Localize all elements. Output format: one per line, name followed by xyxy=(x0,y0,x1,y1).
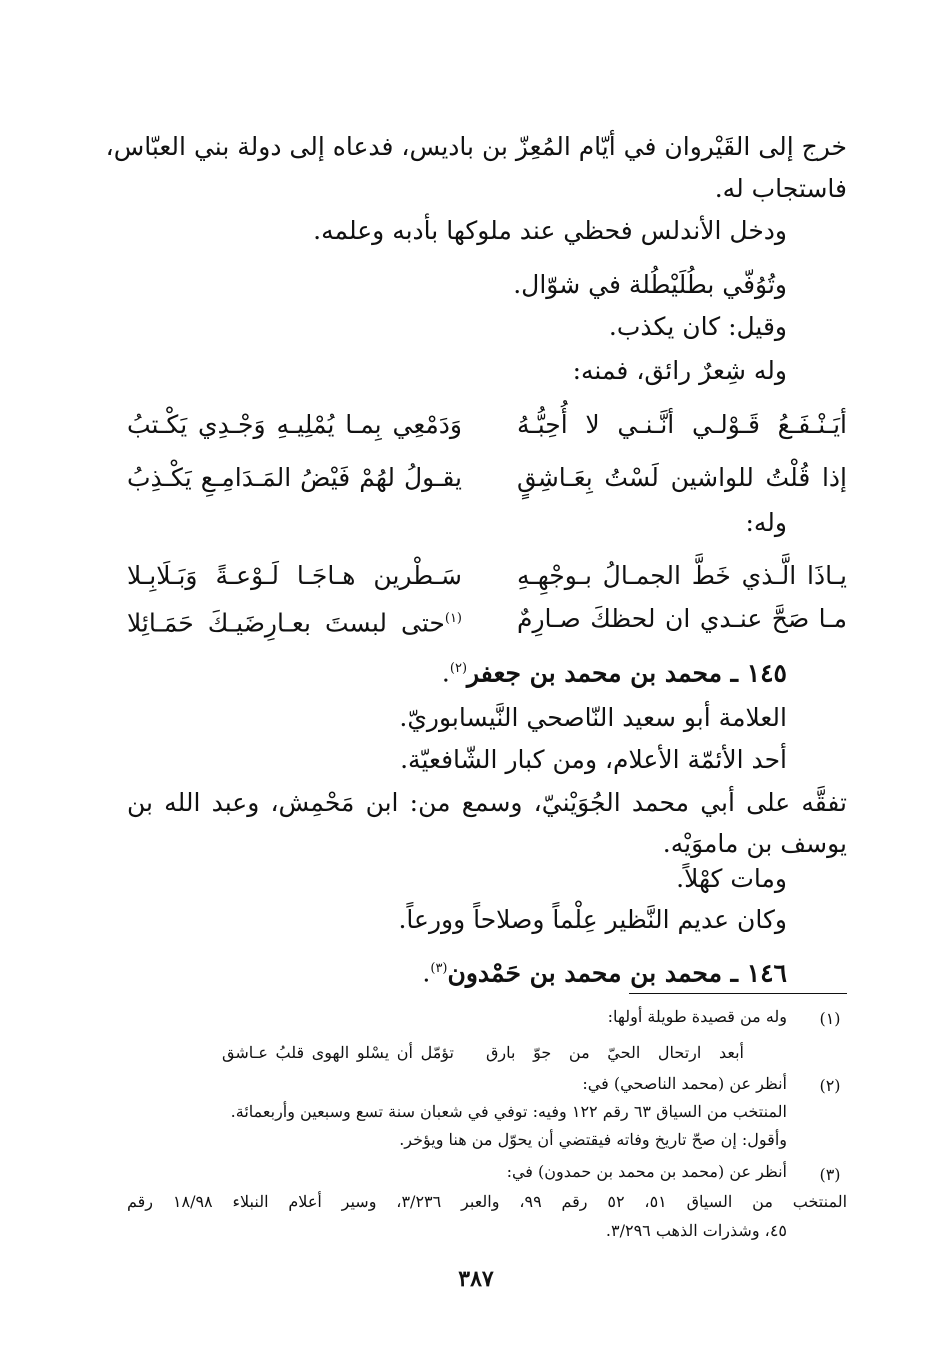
footnote-divider xyxy=(629,993,847,994)
footnote-line: أنظر عن (محمد الناصحي) في: xyxy=(582,1074,787,1093)
footnote-marker: (١) xyxy=(444,611,462,626)
body-line: وقيل: كان يكذب. xyxy=(608,312,787,341)
body-line: خرج إلى القَيْروان في أيّام المُعِزّ بن باديس، فدعاه إلى دولة بني العبّاس، xyxy=(105,132,847,161)
verse-line xyxy=(127,556,847,596)
verse-second-hemistich: يقـولُ لهُمْ فَيْضُ المَـدَامِـعِ يَكْـذِبُ xyxy=(127,463,462,492)
verse-line xyxy=(127,458,847,498)
verse-first-hemistich: يـاذَا الَّـذي خَطَّ الجمـالُ بـوجْهِـهِ xyxy=(517,561,847,590)
body-line: يوسف بن ماموَيْه. xyxy=(662,829,847,858)
verse-second-hemistich: سَـطْرين هـاجَـا لَـوْعـةً وَبَـلَابِـلا xyxy=(127,561,462,590)
body-line: فاستجاب له. xyxy=(714,174,847,203)
footnote-line: المنتخب من السياق ٥١، ٥٢ رقم ٩٩، والعبر ٣/٢٣٦، وسير أعلام النبلاء ١٨/٩٨ رقم xyxy=(127,1192,848,1211)
entry-heading-text: ١٤٦ ـ محمد بن محمد بن حَمْدون xyxy=(447,958,787,988)
verse-first-hemistich: إذا قُلْتُ للواشين لَسْتُ بِعَـاشِقٍ xyxy=(517,463,847,492)
body-line: تفقَّه على أبي محمد الجُوَيْنيّ، وسمع من: ابن مَحْمِش، وعبد الله بن xyxy=(127,788,847,817)
verse-first-hemistich: مـا صَحَّ عنـدي ان لحظكَ صـارِمٌ xyxy=(517,604,847,633)
body-line: وكان عديم النَّظير عِلْماً وصلاحاً وورعاً. xyxy=(398,905,787,934)
footnote-number: (٢) xyxy=(819,1076,841,1095)
body-line: وله: xyxy=(745,508,787,537)
footnote-number: (١) xyxy=(819,1009,841,1028)
verse-text: حتى لبستَ بعـارِضَيـكَ حَمَـائِلا xyxy=(127,608,445,638)
verse-line xyxy=(127,405,847,445)
body-line: وتُوُفّي بطُلَيْطُلة في شوّال. xyxy=(513,270,787,299)
heading-period: . xyxy=(441,658,450,688)
footnote-line: وأقول: إن صحّ تاريخ وفاته فيقتضي أن يحوّل من هنا ويؤخر. xyxy=(399,1130,787,1149)
footnote-line: ٤٥، وشذرات الذهب ٣/٢٩٦. xyxy=(605,1221,787,1240)
body-line: ودخل الأندلس فحظي عند ملوكها بأدبه وعلمه. xyxy=(313,216,787,245)
entry-heading-text: ١٤٥ ـ محمد بن محمد بن جعفر xyxy=(467,658,787,688)
heading-period: . xyxy=(422,958,431,988)
footnote-line: المنتخب من السياق ٦٣ رقم ١٢٢ وفيه: توفي في شعبان سنة تسع وسبعين وأربعمائة. xyxy=(230,1102,787,1121)
footnote-marker: (٣) xyxy=(430,961,448,976)
footnote-verse-first: أبعد ارتحال الحيّ من جوّ بارق xyxy=(486,1043,744,1062)
verse-line xyxy=(127,599,847,639)
verse-first-hemistich: أيَـنْـفَـعُ قَـوْلـي أنَّـنـي لا أُحِبُّـهُ xyxy=(517,410,847,439)
body-line: العلامة أبو سعيد النّاصحي النَّيسابوريّ. xyxy=(399,703,787,732)
footnote-line: وله من قصيدة طويلة أولها: xyxy=(607,1007,787,1026)
body-line: ومات كهْلاً. xyxy=(676,864,787,893)
page-number: ٣٨٧ xyxy=(458,1266,494,1292)
body-line: أحد الأئمّة الأعلام، ومن كبار الشّافعيّة. xyxy=(400,745,787,774)
footnote-number: (٣) xyxy=(819,1165,841,1184)
footnote-line: أنظر عن (محمد بن محمد بن حمدون) في: xyxy=(506,1162,787,1181)
entry-heading xyxy=(127,952,787,990)
verse-second-hemistich: وَدَمْعِي بِمـا يُمْلِيـهِ وَجْـدِي يَكْـتبُ xyxy=(127,410,462,439)
entry-heading xyxy=(127,652,787,690)
body-line: وله شِعرٌ رائق، فمنه: xyxy=(572,356,787,385)
footnote-verse-second: تؤمّل أن يسْلو الهوى قلبُ عـاشق xyxy=(222,1043,454,1062)
verse-second-hemistich xyxy=(127,599,462,643)
footnote-marker: (٢) xyxy=(449,661,468,676)
